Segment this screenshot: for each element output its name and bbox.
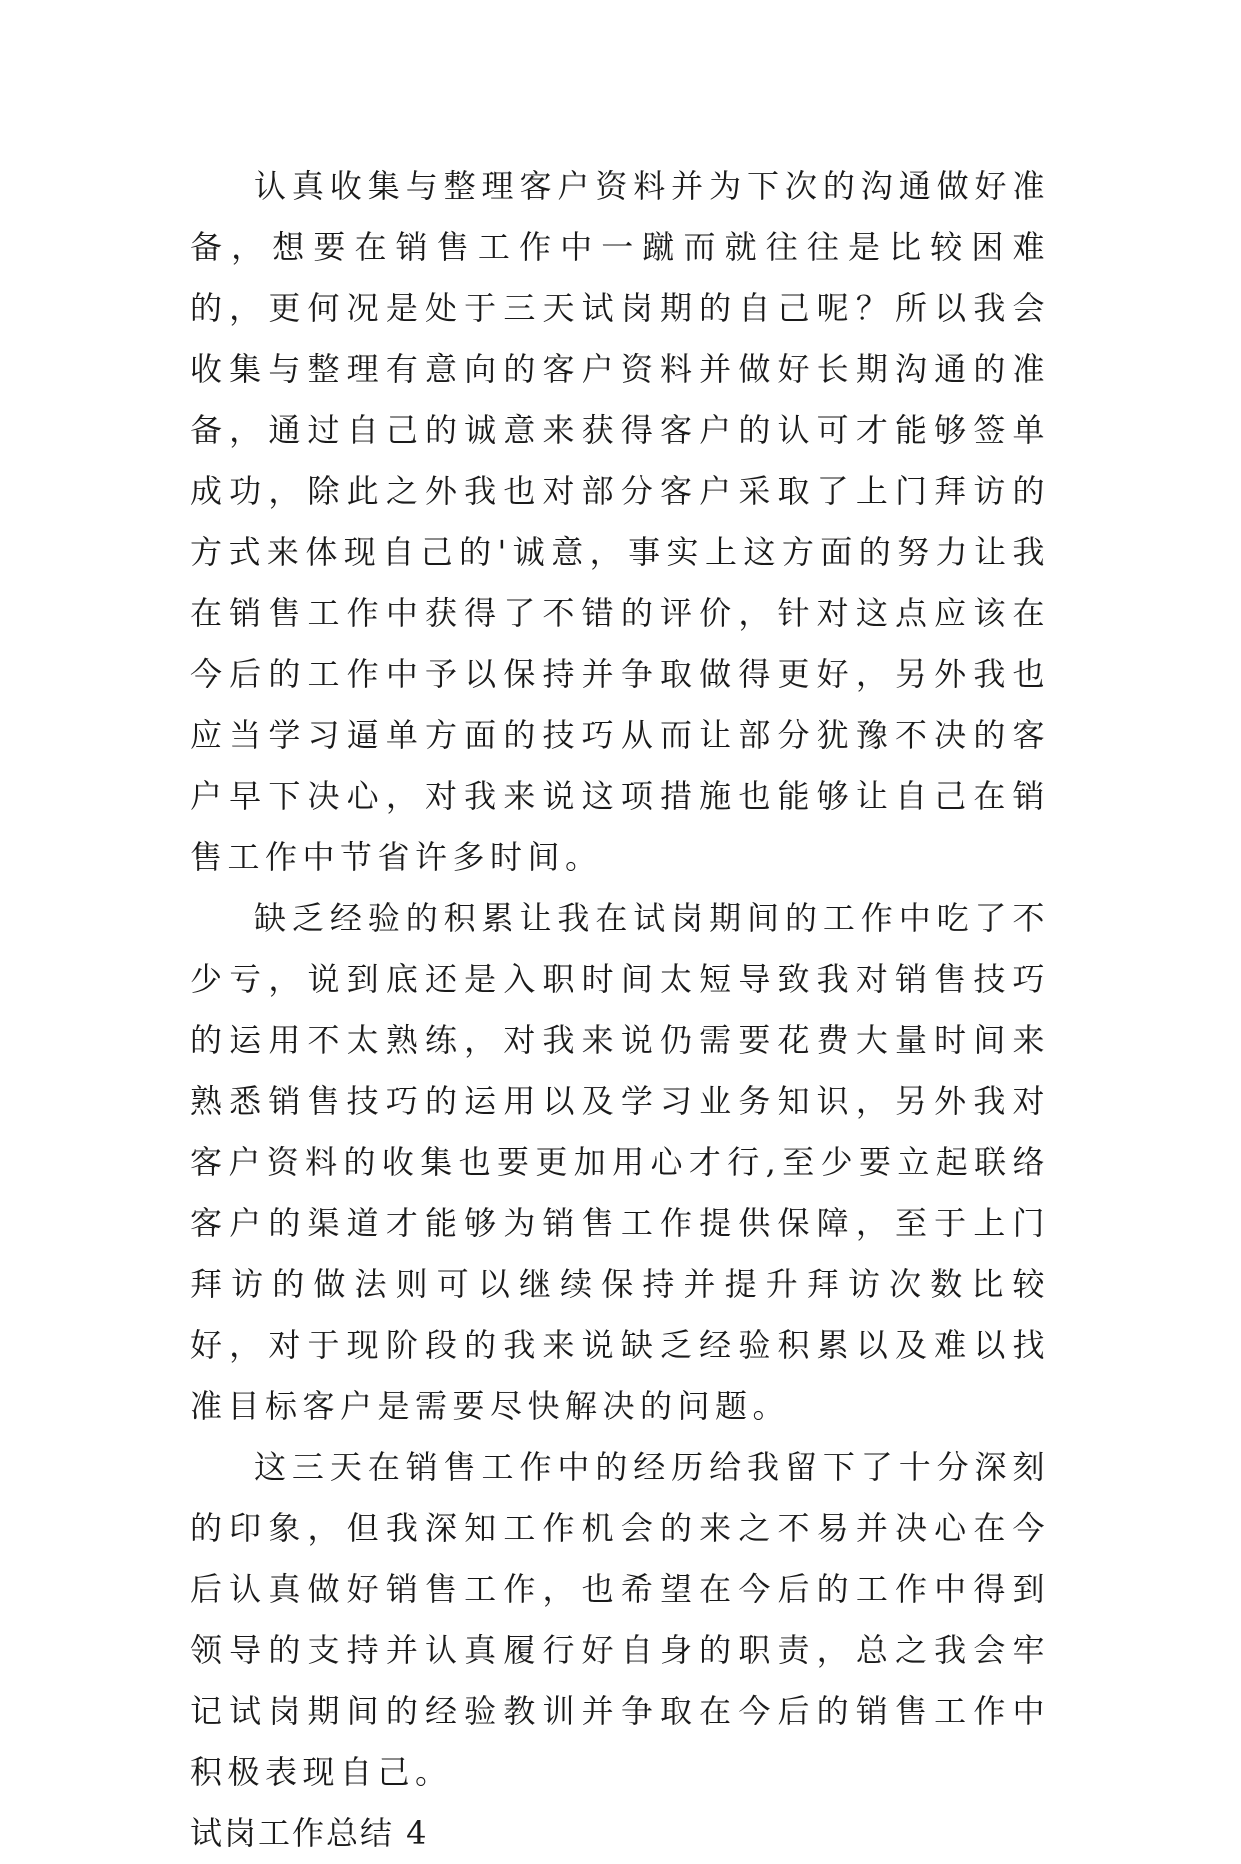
section-heading: 试岗工作总结 4 bbox=[190, 1814, 429, 1852]
paragraph-2: 缺乏经验的积累让我在试岗期间的工作中吃了不少亏，说到底还是入职时间太短导致我对销售技巧的运用不太熟练，对我来说仍需要花费大量时间来熟悉销售技巧的运用以及学习业务知识，另外我对客户资料的收集也要更加用心才行,至少要立起联络客户的渠道才能够为销售工作提供保障，至于上门拜访的做法则可以继续保持并提升拜访次数比较好，对于现阶段的我来说缺乏经验积累以及难以找准目标客户是需要尽快解决的问题。 bbox=[190, 899, 1050, 1425]
paragraph-3: 这三天在销售工作中的经历给我留下了十分深刻的印象，但我深知工作机会的来之不易并决心在今后认真做好销售工作，也希望在今后的工作中得到领导的支持并认真履行好自身的职责，总之我会牢记试岗期间的经验教训并争取在今后的销售工作中积极表现自己。 bbox=[190, 1448, 1050, 1791]
paragraph-1: 认真收集与整理客户资料并为下次的沟通做好准备，想要在销售工作中一蹴而就往往是比较困难的，更何况是处于三天试岗期的自己呢？所以我会收集与整理有意向的客户资料并做好长期沟通的准备，通过自己的诚意来获得客户的认可才能够签单成功，除此之外我也对部分客户采取了上门拜访的方式来体现自己的'诚意，事实上这方面的努力让我在销售工作中获得了不错的评价，针对这点应该在今后的工作中予以保持并争取做得更好，另外我也应当学习逼单方面的技巧从而让部分犹豫不决的客户早下决心，对我来说这项措施也能够让自己在销售工作中节省许多时间。 bbox=[190, 167, 1050, 876]
document-body bbox=[190, 156, 1050, 1864]
